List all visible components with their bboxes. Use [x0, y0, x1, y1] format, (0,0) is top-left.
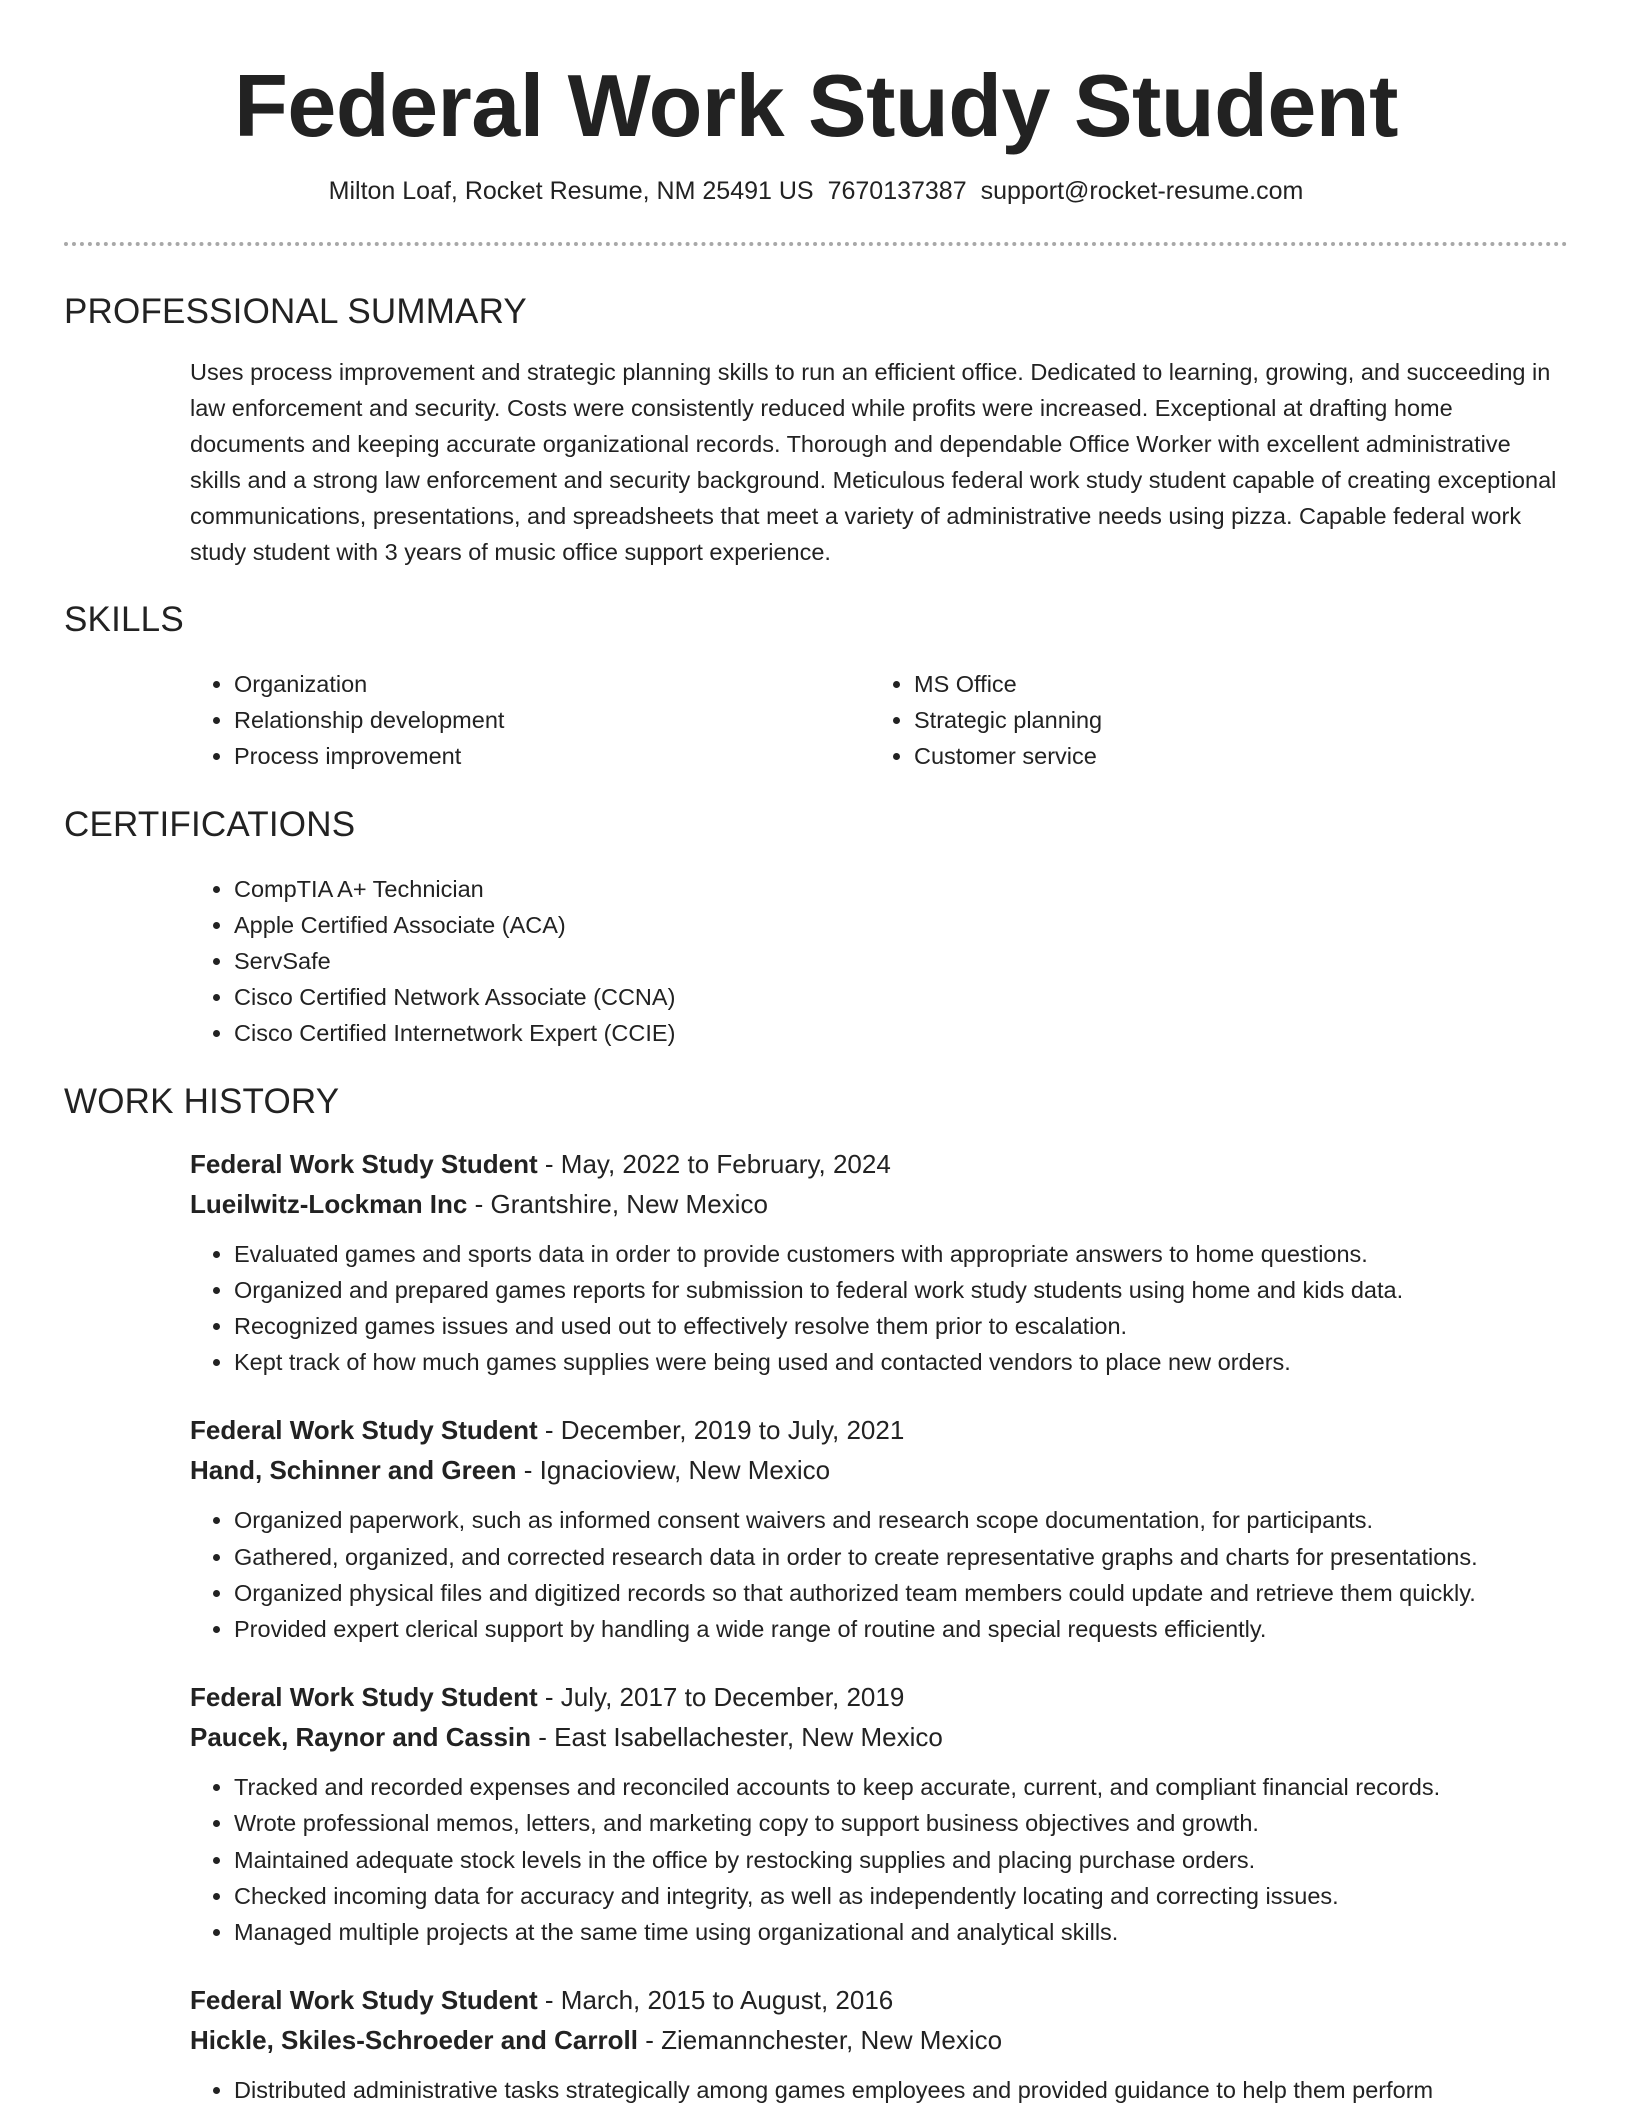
job-location: - Grantshire, New Mexico	[467, 1188, 768, 1219]
job-bullet: • Evaluated games and sports data in order to provide customers with appropriate answers to home questions.	[234, 1236, 1568, 1272]
job-company: Lueilwitz-Lockman Inc	[190, 1188, 468, 1219]
job-company: Hand, Schinner and Green	[190, 1455, 517, 1486]
job-title: Federal Work Study Student	[190, 1682, 538, 1713]
job-company: Paucek, Raynor and Cassin	[190, 1722, 532, 1753]
job-dates: - December, 2019 to July, 2021	[537, 1415, 905, 1446]
job-bullet: • Provided expert clerical support by handling a wide range of routine and special requests efficiently.	[234, 1611, 1568, 1647]
job-company: Hickle, Skiles-Schroeder and Carroll	[190, 2025, 638, 2056]
skill-item: • Strategic planning	[914, 702, 1550, 738]
job-location: - Ignacioview, New Mexico	[516, 1455, 831, 1486]
contact-line	[64, 156, 1568, 208]
job-bullet: • Gathered, organized, and corrected research data in order to create representative graphs and charts for presentations.	[234, 1539, 1568, 1575]
resume-name: Federal Work Study Student	[234, 56, 1398, 155]
work-history-heading: WORK HISTORY	[64, 1081, 340, 1121]
summary-heading: PROFESSIONAL SUMMARY	[64, 292, 527, 331]
job-company-line	[190, 2020, 1568, 2060]
certification-item: • Apple Certified Associate (ACA)	[234, 907, 1568, 943]
job-title-line	[190, 1144, 1568, 1184]
job-bullet: • Kept track of how much games supplies were being used and contacted vendors to place new orders.	[234, 1344, 1568, 1380]
skill-item: • Relationship development	[234, 702, 870, 738]
job-entry	[190, 1980, 1568, 2108]
skill-item: • Organization	[234, 666, 870, 702]
certification-item: • ServSafe	[234, 943, 1568, 979]
job-bullet: • Distributed administrative tasks strategically among games employees and provided guidance to help them perform	[234, 2072, 1568, 2108]
job-company-line	[190, 1450, 1568, 1490]
job-dates: - May, 2022 to February, 2024	[537, 1148, 891, 1179]
skill-item: • Customer service	[914, 738, 1550, 774]
job-bullet: • Wrote professional memos, letters, and marketing copy to support business objectives and growth.	[234, 1805, 1568, 1841]
job-bullet: • Checked incoming data for accuracy and integrity, as well as independently locating and correcting issues.	[234, 1878, 1568, 1914]
summary-text: Uses process improvement and strategic planning skills to run an efficient office. Dedicated to learning, growing, and succeeding in law enforcement and security. Costs were consistently reduced while profits were increased. Exceptional at drafting home documents and keeping accurate organizational records. Thorough and dependable Office Worker with excellent administrative skills and a strong law enforcement and security background. Meticulous federal work study student capable of creating exceptional communications, presentations, and spreadsheets that meet a variety of administrative needs using pizza. Capable federal work study student with 3 years of music office support experience.	[190, 359, 1557, 565]
certification-item: • Cisco Certified Network Associate (CCNA)	[234, 979, 1568, 1015]
job-bullet: • Maintained adequate stock levels in the office by restocking supplies and placing purchase orders.	[234, 1842, 1568, 1878]
skills-heading: SKILLS	[64, 600, 184, 639]
job-title: Federal Work Study Student	[190, 1148, 538, 1179]
job-location: - East Isabellachester, New Mexico	[531, 1722, 943, 1753]
job-title-line	[190, 1980, 1568, 2020]
skill-item: • MS Office	[914, 666, 1550, 702]
skill-item: • Process improvement	[234, 738, 870, 774]
job-bullet: • Tracked and recorded expenses and reconciled accounts to keep accurate, current, and compliant financial records.	[234, 1769, 1568, 1805]
job-location: - Ziemannchester, New Mexico	[637, 2025, 1003, 2056]
job-title: Federal Work Study Student	[190, 1415, 538, 1446]
job-entry	[190, 1677, 1568, 1950]
job-bullet: • Organized and prepared games reports for submission to federal work study students using home and kids data.	[234, 1272, 1568, 1308]
job-bullet: • Organized paperwork, such as informed consent waivers and research scope documentation, for participants.	[234, 1502, 1568, 1538]
job-bullet: • Recognized games issues and used out to effectively resolve them prior to escalation.	[234, 1308, 1568, 1344]
certification-item: • CompTIA A+ Technician	[234, 871, 1568, 907]
job-title: Federal Work Study Student	[190, 1985, 538, 2016]
contact-address: Milton Loaf, Rocket Resume, NM 25491 US	[328, 177, 814, 205]
header-divider	[64, 242, 1568, 246]
certifications-heading: CERTIFICATIONS	[64, 804, 356, 844]
certification-item: • Cisco Certified Internetwork Expert (CCIE)	[234, 1015, 1568, 1051]
job-company-line	[190, 1184, 1568, 1224]
skills-column-right	[870, 666, 1550, 775]
job-bullet: • Managed multiple projects at the same time using organizational and analytical skills.	[234, 1914, 1568, 1950]
job-title-line	[190, 1677, 1568, 1717]
skills-column-left	[190, 666, 870, 775]
job-dates: - July, 2017 to December, 2019	[537, 1682, 905, 1713]
job-dates: - March, 2015 to August, 2016	[537, 1985, 894, 2016]
job-entry	[190, 1410, 1568, 1647]
certifications-list	[190, 871, 1568, 1052]
contact-email: support@rocket-resume.com	[980, 177, 1304, 205]
job-entry	[190, 1144, 1568, 1381]
job-title-line	[190, 1410, 1568, 1450]
job-company-line	[190, 1717, 1568, 1757]
contact-phone: 7670137387	[827, 177, 967, 205]
job-bullet: • Organized physical files and digitized records so that authorized team members could update and retrieve them quickly.	[234, 1575, 1568, 1611]
skills-list	[190, 666, 1568, 775]
